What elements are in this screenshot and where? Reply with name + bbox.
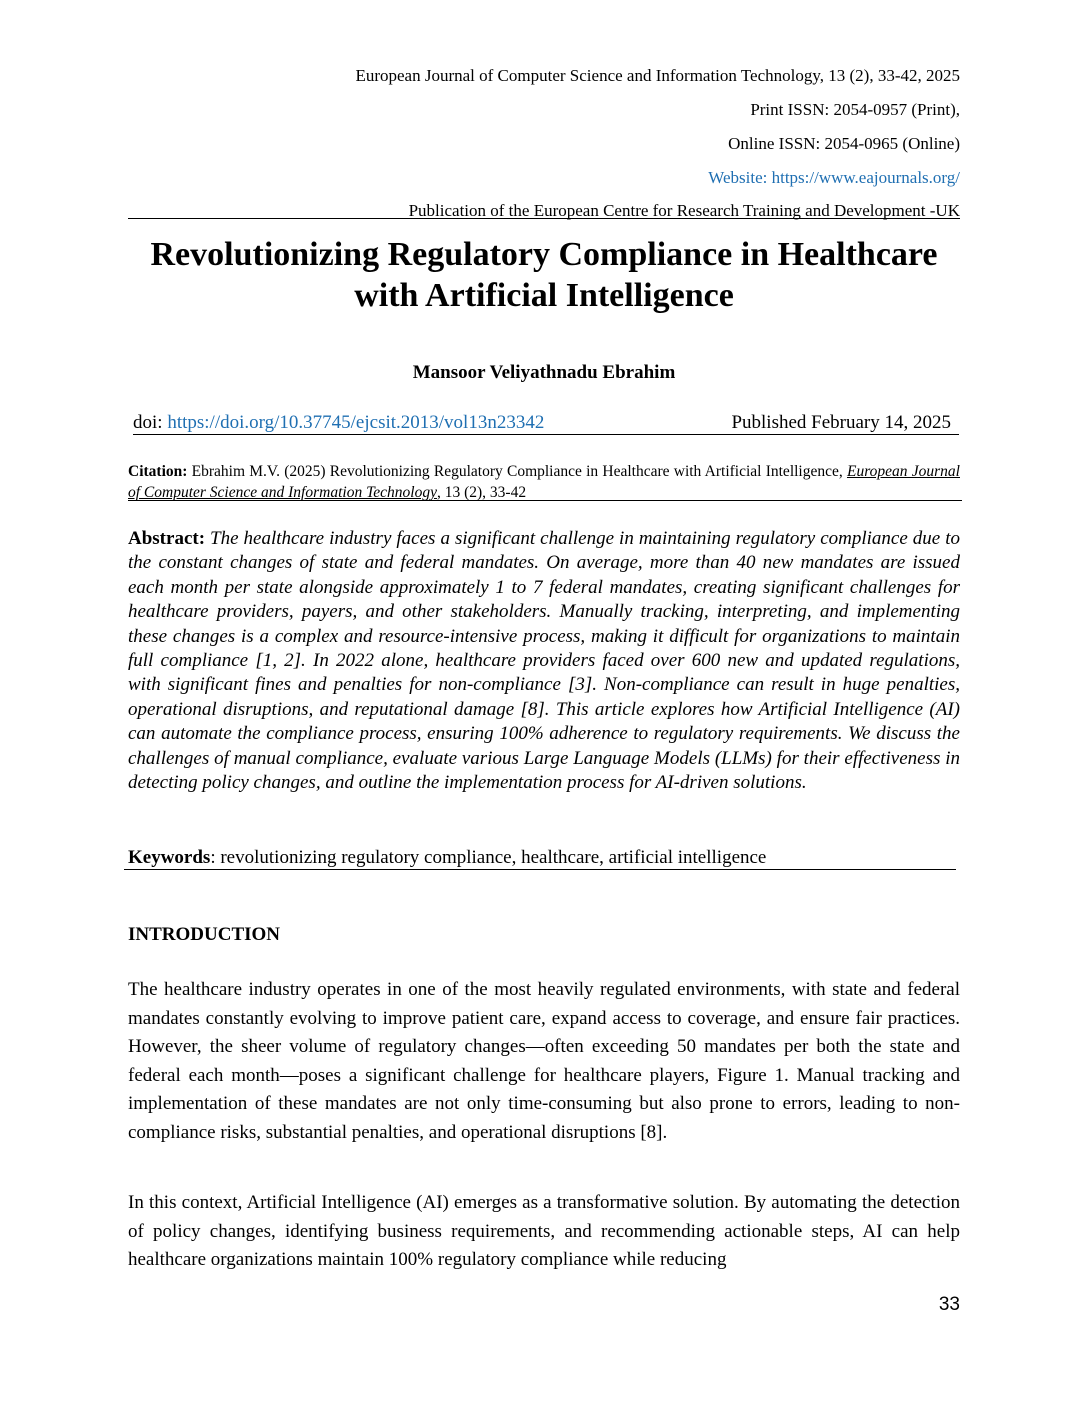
print-issn: Print ISSN: 2054-0957 (Print),	[750, 100, 960, 119]
citation-pages: , 13 (2), 33-42	[436, 484, 527, 501]
title-line-1: Revolutionizing Regulatory Compliance in Healthcare	[150, 236, 938, 273]
intro-paragraph-1: The healthcare industry operates in one of the most heavily regulated environments, with state and federal mandates constantly evolving to improve patient care, expand access to coverage, and ensure fair practices. However, the sheer volume of regulatory changes—often exceeding 50 mandates per both the state and federal each month—poses a significant challenge for healthcare players, Figure 1. Manual tracking and implementation of these mandates are not only time-consuming but also prone to errors, leading to non-compliance risks, substantial penalties, and operational disruptions [8].	[128, 979, 960, 1143]
citation-rule	[128, 500, 962, 501]
intro-paragraph-2: In this context, Artificial Intelligence (AI) emerges as a transformative solution. By automating the detection of policy changes, identifying business requirements, and recommending actionable steps, AI can help healthcare organizations maintain 100% regulatory compliance while reducing	[128, 1192, 960, 1271]
doi-rule	[133, 434, 959, 435]
abstract-label: Abstract:	[128, 528, 206, 549]
keywords-label: Keywords	[128, 847, 211, 868]
abstract-text: The healthcare industry faces a significant challenge in maintaining regulatory compliance due to the constant changes of state and federal mandates. On average, more than 40 new mandates are issued each month per state alongside approximately 1 to 7 federal mandates, creating significant challenges for healthcare providers, payers, and other stakeholders. Manually tracking, interpreting, and implementing these changes is a complex and resource-intensive process, making it difficult for organizations to maintain full compliance [1, 2]. In 2022 alone, healthcare providers faced over 600 new and updated regulations, with significant fines and penalties for non-compliance [3]. Non-compliance can result in huge penalties, operational disruptions, and reputational damage [8]. This article explores how Artificial Intelligence (AI) can automate the compliance process, ensuring 100% adherence to regulatory requirements. We discuss the challenges of manual compliance, evaluate various Large Language Models (LLMs) for their effectiveness in detecting policy changes, and outline the implementation process for AI-driven solutions.	[128, 528, 961, 794]
citation-journal: European Journal of Computer Science and Information Technology	[128, 463, 960, 501]
journal-line: European Journal of Computer Science and Information Technology, 13 (2), 33-42, 2025	[355, 66, 960, 85]
abstract	[128, 527, 960, 795]
article-title	[100, 234, 988, 316]
keywords-rule	[124, 869, 956, 870]
doi-label: doi:	[133, 412, 163, 433]
citation-text: Ebrahim M.V. (2025) Revolutionizing Regulatory Compliance in Healthcare with Artificial Intelligence,	[191, 463, 843, 480]
published-date: Published February 14, 2025	[731, 412, 951, 433]
keywords-text: : revolutionizing regulatory compliance, healthcare, artificial intelligence	[210, 847, 767, 868]
citation-label: Citation:	[128, 463, 188, 480]
citation	[128, 461, 960, 503]
author-name: Mansoor Veliyathnadu Ebrahim	[412, 362, 676, 383]
title-line-2: with Artificial Intelligence	[354, 277, 734, 314]
section-heading-introduction: INTRODUCTION	[128, 924, 281, 945]
doi-row	[133, 412, 959, 434]
page-number: 33	[938, 1294, 960, 1315]
online-issn: Online ISSN: 2054-0965 (Online)	[728, 134, 960, 153]
publisher-line: Publication of the European Centre for Research Training and Development -UK	[408, 201, 960, 220]
keywords	[128, 847, 766, 869]
website-link[interactable]: Website: https://www.eajournals.org/	[708, 168, 960, 187]
doi-link[interactable]: https://doi.org/10.37745/ejcsit.2013/vol13n23342	[167, 412, 545, 433]
